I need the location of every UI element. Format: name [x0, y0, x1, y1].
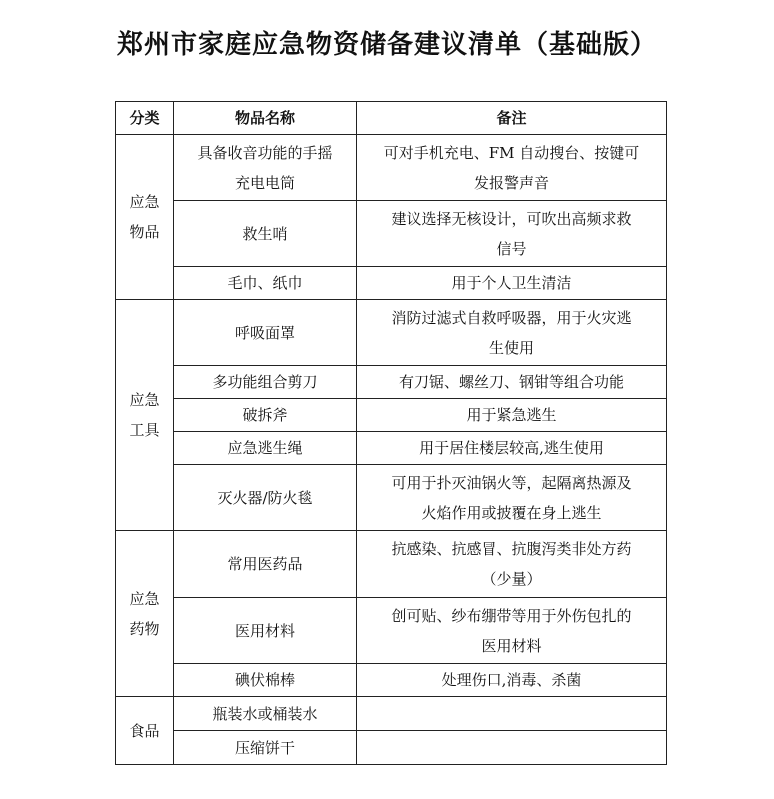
item-name-line: 碘伏棉棒: [234, 671, 295, 689]
item-name-cell: [174, 366, 357, 399]
item-name-line: 充电电筒: [234, 173, 295, 192]
note-line: （少量）: [481, 570, 542, 588]
item-name-cell: [174, 664, 357, 697]
note-cell: [357, 300, 667, 366]
note-line: 创可贴、纱布绷带等用于外伤包扎的: [391, 606, 632, 625]
note-line: 用于个人卫生清洁: [451, 274, 572, 292]
note-cell: [357, 465, 667, 531]
item-name-cell: [174, 201, 357, 267]
item-name-line: 常用医药品: [227, 555, 303, 573]
category-cell: [116, 531, 174, 697]
note-line: 可对手机充电、FM 自动搜台、按键可: [383, 143, 640, 162]
supplies-table: [115, 101, 667, 765]
note-cell: [357, 697, 667, 731]
header-note: 备注: [357, 102, 667, 135]
item-name-cell: [174, 531, 357, 598]
note-line: 处理伤口,消毒、杀菌: [441, 671, 582, 689]
item-name-line: 破拆斧: [242, 406, 288, 424]
table-row: [116, 598, 667, 664]
item-name-line: 多功能组合剪刀: [212, 373, 318, 391]
item-name-line: 压缩饼干: [234, 738, 295, 757]
item-name-line: 医用材料: [234, 621, 295, 640]
table-row: [116, 366, 667, 399]
item-name-cell: [174, 135, 357, 201]
category-label-line: 应急: [129, 193, 160, 211]
table-row: [116, 664, 667, 697]
category-cell: [116, 697, 174, 765]
note-line: 医用材料: [481, 636, 542, 655]
note-line: 火焰作用或披覆在身上逃生: [421, 503, 602, 522]
header-item: 物品名称: [174, 102, 357, 135]
item-name-line: 灭火器/防火毯: [217, 488, 313, 507]
table-row: [116, 300, 667, 366]
note-cell: [357, 399, 667, 432]
table-body: [116, 135, 667, 765]
note-line: 发报警声音: [473, 173, 549, 192]
table-row: [116, 201, 667, 267]
category-label-line: 工具: [129, 421, 160, 439]
note-cell: [357, 135, 667, 201]
table-row: [116, 465, 667, 531]
category-label-line: 食品: [129, 721, 160, 740]
category-label-line: 物品: [129, 223, 160, 241]
note-cell: [357, 598, 667, 664]
note-line: 用于紧急逃生: [466, 406, 557, 424]
note-line: 用于居住楼层较高,逃生使用: [419, 439, 604, 457]
item-name-line: 应急逃生绳: [227, 439, 303, 457]
item-name-line: 呼吸面罩: [234, 323, 295, 342]
note-cell: [357, 366, 667, 399]
note-cell: [357, 432, 667, 465]
category-cell: [116, 135, 174, 300]
table-row: [116, 399, 667, 432]
note-cell: [357, 531, 667, 598]
table-row: [116, 135, 667, 201]
table-row: [116, 731, 667, 765]
category-cell: [116, 300, 174, 531]
item-name-cell: [174, 697, 357, 731]
note-line: 抗感染、抗感冒、抗腹泻类非处方药: [391, 540, 632, 558]
header-category: 分类: [116, 102, 174, 135]
note-cell: [357, 201, 667, 267]
note-cell: [357, 267, 667, 300]
table-row: [116, 531, 667, 598]
table-row: [116, 432, 667, 465]
item-name-cell: [174, 399, 357, 432]
item-name-cell: [174, 465, 357, 531]
category-label-line: 药物: [129, 619, 160, 638]
note-line: 有刀锯、螺丝刀、钢钳等组合功能: [398, 373, 624, 391]
note-cell: [357, 731, 667, 765]
note-cell: [357, 664, 667, 697]
item-name-cell: [174, 432, 357, 465]
category-label-line: 应急: [129, 589, 160, 608]
table-row: [116, 267, 667, 300]
item-name-line: 具备收音功能的手摇: [197, 143, 333, 162]
note-line: 建议选择无核设计，可吹出高频求救: [391, 209, 632, 228]
page-title: 郑州市家庭应急物资储备建议清单（基础版）: [116, 30, 657, 60]
item-name-line: 毛巾、纸巾: [227, 274, 303, 292]
note-line: 消防过滤式自救呼吸器，用于火灾逃: [391, 308, 632, 327]
item-name-cell: [174, 731, 357, 765]
note-line: 信号: [496, 239, 527, 258]
category-label-line: 应急: [129, 391, 160, 409]
table-row: [116, 697, 667, 731]
table-header-row: [116, 102, 667, 135]
item-name-line: 救生哨: [242, 224, 288, 243]
note-line: 生使用: [488, 338, 534, 357]
item-name-cell: [174, 300, 357, 366]
item-name-cell: [174, 267, 357, 300]
item-name-line: 瓶装水或桶装水: [212, 704, 318, 723]
item-name-cell: [174, 598, 357, 664]
note-line: 可用于扑灭油锅火等，起隔离热源及: [391, 473, 632, 492]
